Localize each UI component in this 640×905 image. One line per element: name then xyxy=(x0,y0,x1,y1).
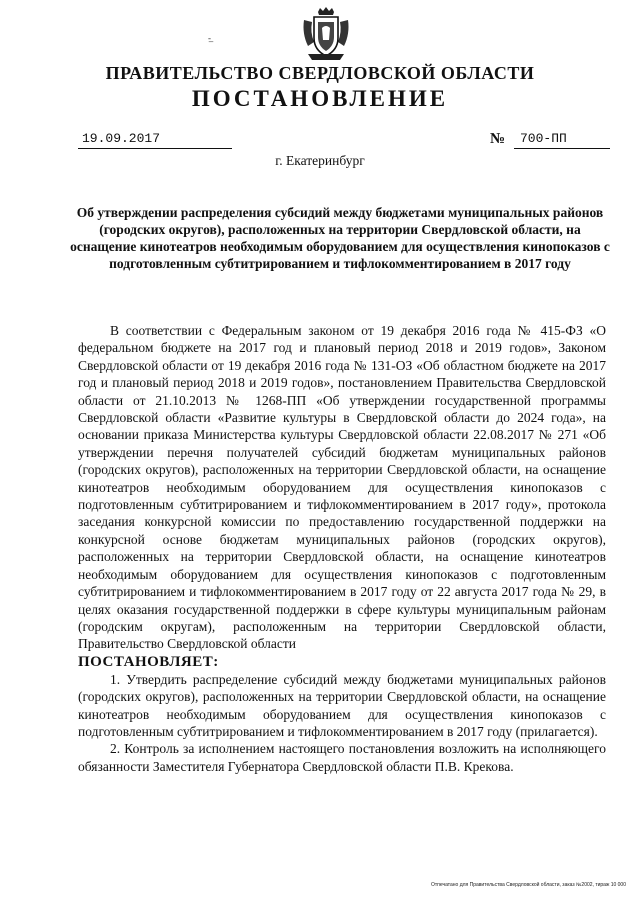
decree-item-1: 1. Утвердить распределение субсидий между бюджетами муниципальных районов (городских округов), расположенных на территории Свердловской области, на оснащение кинотеатров необходимым оборудованием для осуществления кинопоказов с подготовленным субтитрированием и тифлокомментированием в 2017 году (прилагается). xyxy=(78,671,606,739)
document-date: 19.09.2017 xyxy=(78,131,232,149)
number-sign: № xyxy=(490,131,506,147)
document-type: ПОСТАНОВЛЕНИЕ xyxy=(191,86,449,111)
scan-mark: -̲ xyxy=(208,33,211,43)
preamble-paragraph: В соответствии с Федеральным законом от 19 декабря 2016 года № 415-ФЗ «О федеральном бюджете на 2017 год и плановый период 2018 и 2019 годов», Законом Свердловской области от 19 декабря 2016 года № 131-ОЗ «Об областном бюджете на 2017 год и плановый период 2018 и 2019 годов», постановлением Правительства Свердловской области от 21.10.2013 № 1268-ПП «Об утверждении государственной программы Свердловской области «Развитие культуры в Свердловской области до 2024 года», на основании приказа Министерства культуры Свердловской области 22.08.2017 № 271 «Об утверждении перечня получателей субсидий бюджетам муниципальных районов (городских округов), расположенных на территории Свердловской области, на оснащение кинотеатров необходимым оборудованием для осуществления кинопоказов с подготовленным субтитрированием и тифлокомментированием в 2017 году», протокола заседания конкурсной комиссии по предоставлению государственной поддержки на конкурсной основе бюджетам муниципальных районов (городских округов), расположенных на территории Свердловской области, на оснащение кинотеатров необходимым оборудованием для осуществления кинопоказов с подготовленным субтитрированием и тифлокомментированием в 2017 году от 22 августа 2017 года № 29, в целях оказания государственной поддержки в сфере культуры муниципальным районам (городским округам), расположенным на территории Свердловской области, Правительство Свердловской области xyxy=(78,323,606,652)
print-footer: Отпечатано для Правительства Свердловской области, заказ №2002, тираж 10 000 xyxy=(430,882,626,888)
coat-of-arms-icon xyxy=(300,6,352,62)
decree-heading: ПОСТАНОВЛЯЕТ: xyxy=(78,653,219,670)
document-body xyxy=(78,322,606,775)
government-title: ПРАВИТЕЛЬСТВО СВЕРДЛОВСКОЙ ОБЛАСТИ xyxy=(105,63,535,83)
decree-item-2: 2. Контроль за исполнением настоящего постановления возложить на исполняющего обязанности Заместителя Губернатора Свердловской области П.В. Крекова. xyxy=(78,741,606,774)
document-number: 700-ПП xyxy=(514,131,610,149)
city-label: г. Екатеринбург xyxy=(275,153,365,168)
document-heading: Об утверждении распределения субсидий между бюджетами муниципальных районов (городских округов), расположенных на территории Свердловской области, на оснащение кинотеатров необходимым оборудованием для осуществления кинопоказов с подготовленным субтитрированием и тифлокомментированием в 2017 году xyxy=(70,205,610,271)
